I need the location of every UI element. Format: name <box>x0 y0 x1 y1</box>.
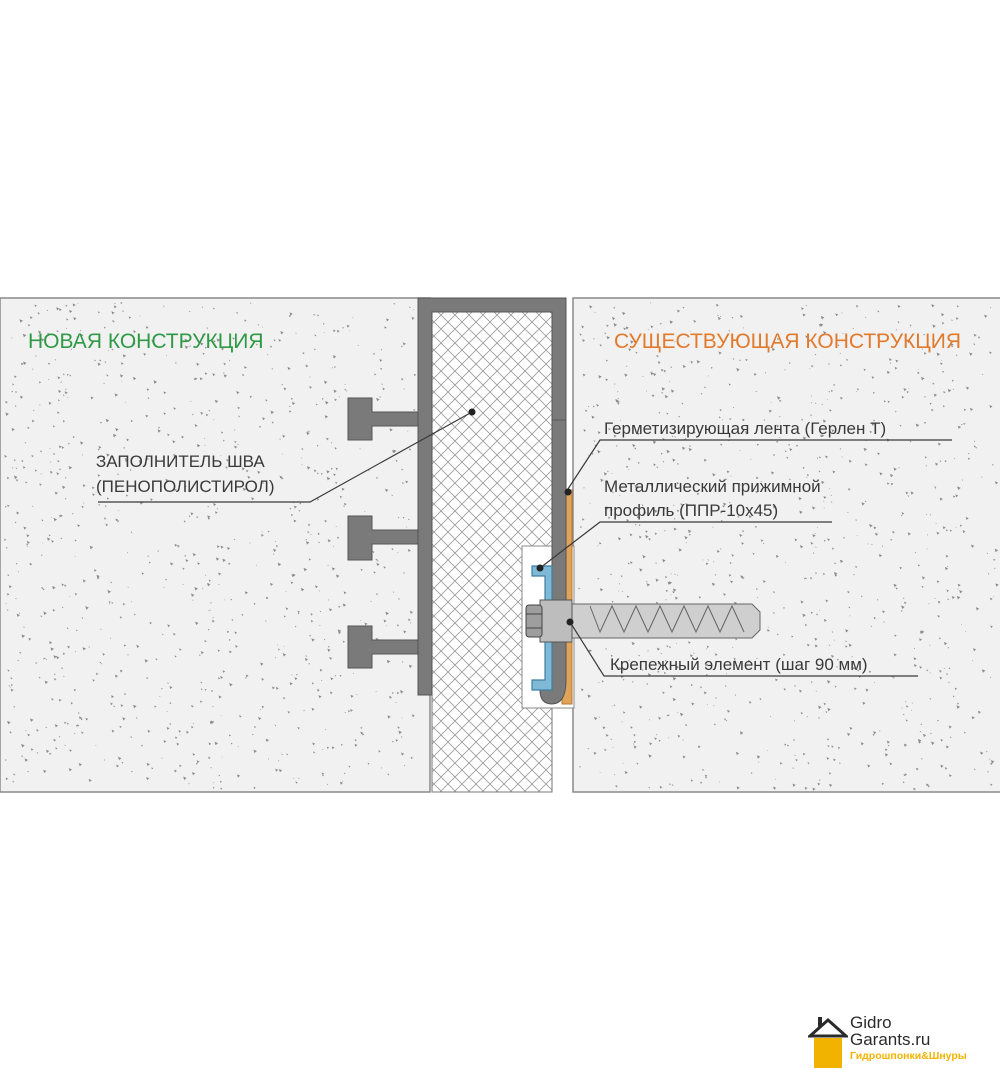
fastener-leader-dot <box>567 619 574 626</box>
logo-line2: Garants.ru <box>850 1030 931 1049</box>
gidrogarants-logo <box>808 1012 998 1076</box>
filler-leader-dot <box>469 409 476 416</box>
new-construction-heading: НОВАЯ КОНСТРУКЦИЯ <box>28 330 264 353</box>
filler-label-line1: ЗАПОЛНИТЕЛЬ ШВА <box>96 452 265 471</box>
fastener-label: Крепежный элемент (шаг 90 мм) <box>610 655 868 674</box>
fastener-element <box>526 600 760 642</box>
existing-construction-heading: СУЩЕСТВУЮЩАЯ КОНСТРУКЦИЯ <box>614 330 962 353</box>
metal-profile-label-line2: профиль (ППР-10х45) <box>604 501 779 520</box>
house-icon <box>808 1014 848 1072</box>
logo-line1: Gidro <box>850 1013 892 1032</box>
profile-leader-dot <box>537 565 544 572</box>
existing-construction-slab <box>573 298 1000 792</box>
logo-line3: Гидрошпонки&Шнуры <box>850 1050 967 1062</box>
filler-label-line2: (ПЕНОПОЛИСТИРОЛ) <box>96 477 275 496</box>
sealing-tape-label: Герметизирующая лента (Герлен Т) <box>604 419 887 438</box>
metal-profile-label-line1: Металлический прижимной <box>604 477 821 496</box>
tape-leader-dot <box>565 489 572 496</box>
